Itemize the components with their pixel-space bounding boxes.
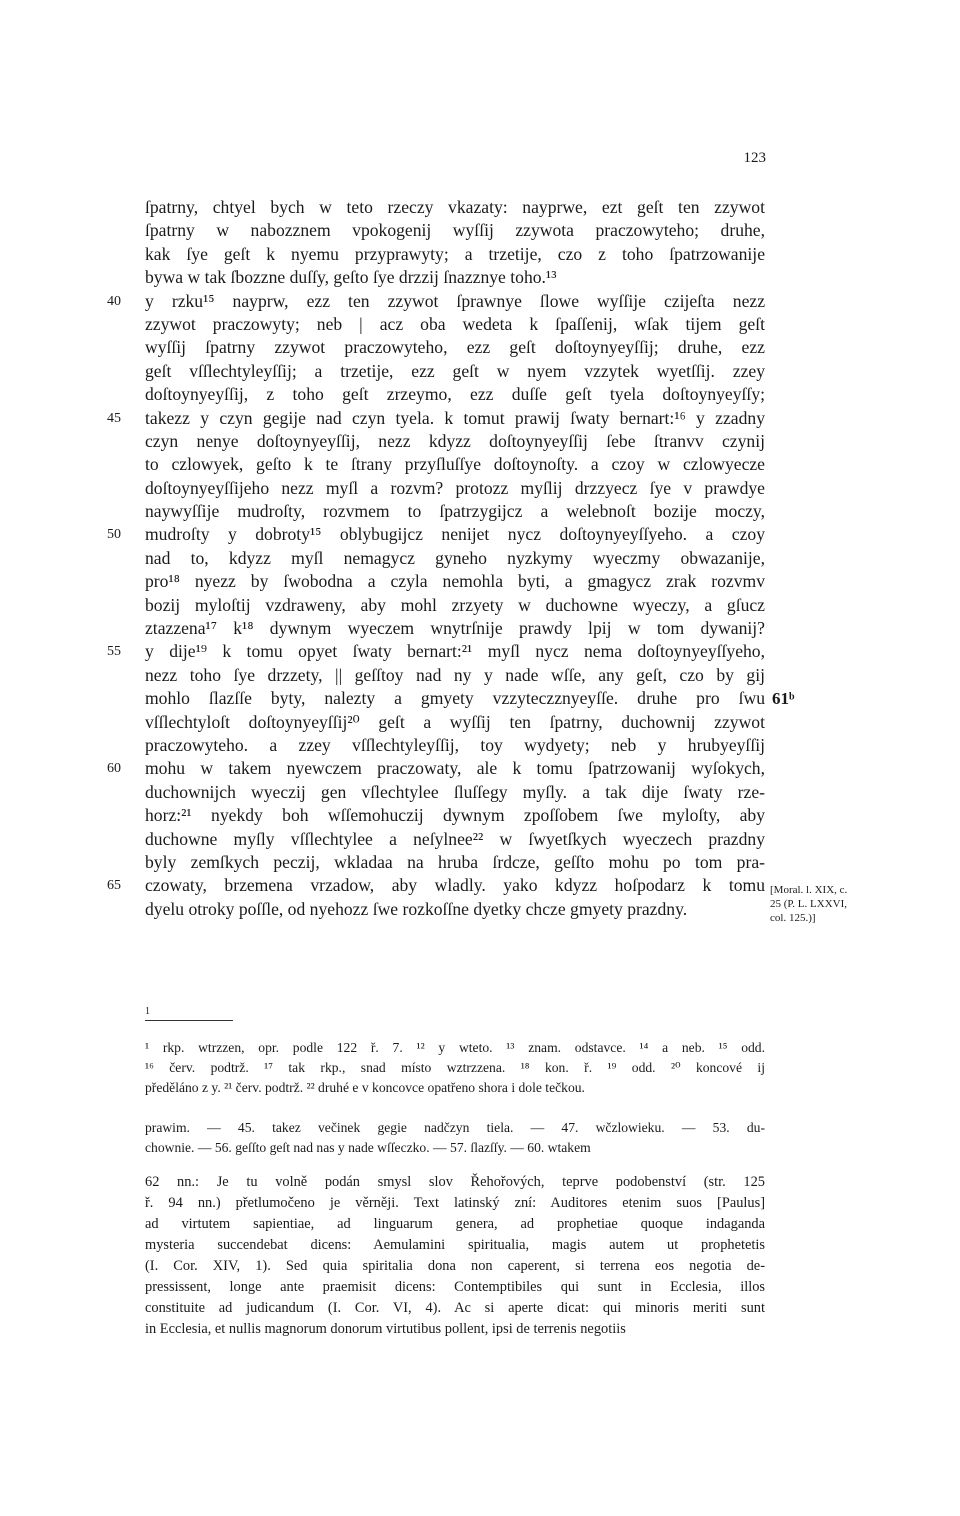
line-text: bywa w tak ſbozzne duſſy, geſto ſye drzzij ſnazznye toho.¹³ <box>145 267 557 288</box>
footnote-rule <box>145 1020 233 1021</box>
line-text: horz:²¹ nyekdy boh wſſemohuczij dywnym zpoſſobem ſwe myloſty, aby <box>145 805 765 826</box>
line-text: vſſlechtyloſt doſtoynyeyſſij²⁰ geſt a wyſſij ten ſpatrny, duchownij zzywot <box>145 711 765 732</box>
commentary-line: mysteria succendebat dicens: Aemulamini spiritualia, magis autem ut prophetetis <box>145 1237 765 1253</box>
text-line <box>145 781 765 804</box>
line-text: takezz y czyn gegije nad czyn tyela. k tomut prawij ſwaty bernart:¹⁶ y zzadny <box>145 407 765 428</box>
line-text: byly zemſkych peczij, wkladaa na hruba ſrdcze, geſſto mohu po tom pra- <box>145 851 765 872</box>
commentary-line: ad virtutem sapientiae, ad linguarum genera, ad prophetiae quoque indaganda <box>145 1216 765 1232</box>
line-text: wyſſij ſpatrny zzywot praczowyteho, ezz geſt doſtoynyeyſſij; druhe, ezz <box>145 337 765 358</box>
text-line <box>145 711 765 734</box>
text-line <box>145 266 765 289</box>
text-line <box>107 757 765 780</box>
text-line <box>107 290 765 313</box>
variant-readings <box>145 1118 765 1158</box>
side-note: [Moral. l. XIX, c. 25 (P. L. LXXVI, col. 125.)] <box>770 884 848 924</box>
text-line <box>145 828 765 851</box>
text-line <box>145 219 765 242</box>
text-line <box>145 336 765 359</box>
commentary-line: 62 nn.: Je tu volně podán smysl slov Řehořových, teprve podobenství (str. 125 <box>145 1174 765 1190</box>
text-line <box>145 898 765 921</box>
line-text: pro¹⁸ nyezz by ſwobodna a czyla nemohla byti, a gmagycz zrak rozvmv <box>145 571 765 592</box>
line-text: duchownijch wyeczij gen vſlechtylee ſluſſegy myſly. a tak dije ſwaty rze- <box>145 781 765 802</box>
commentary-line: ř. 94 nn.) přetlumočeno je věrněji. Text latinský zní: Auditores etenim suos [Paulus] <box>145 1195 765 1211</box>
line-text: mohlo ſlazſſe byty, nalezty a gmyety vzzyteczznyeyſſe. druhe pro ſwu <box>145 688 765 709</box>
text-line <box>107 640 765 663</box>
commentary-line: pressissent, longe ante praemisit dicens: Contemptibiles qui sunt in Ecclesia, illos <box>145 1279 765 1295</box>
line-text: czyn nenye doſtoynyeyſſij, nezz kdyzz doſtoynyeyſſij ſebe ſtranvv czynij <box>145 430 765 451</box>
line-text: dyelu otroky poſſle, od nyehozz ſwe rozkoſſne dyetky chcze gmyety prazdny. <box>145 898 688 919</box>
commentary-line: constituite ad judicandum (I. Cor. VI, 4). Ac si aperte dicat: qui minoris meriti sunt <box>145 1300 765 1316</box>
footnotes-line: předěláno z y. ²¹ červ. podtrž. ²² druhé e v koncovce opatřeno shora i dole tečkou. <box>145 1080 585 1095</box>
line-text: nad to, kdyzz myſl nemagycz gyneho nyzkymy wyeczmy obwazanije, <box>145 547 765 568</box>
text-line <box>145 570 765 593</box>
text-line <box>107 874 765 897</box>
text-line <box>145 687 765 710</box>
line-text: nezz toho ſye drzzety, || geſſtoy nad ny y nade wſſe, any geſt, czo by gij <box>145 664 765 685</box>
text-line <box>107 407 765 430</box>
text-line <box>145 360 765 383</box>
text-line <box>107 523 765 546</box>
line-number: 50 <box>107 527 121 543</box>
text-line <box>145 500 765 523</box>
line-text: mohu w takem nyewczem praczowaty, ale k tomu ſpatrzowanij wyſokych, <box>145 758 765 779</box>
line-number: 60 <box>107 761 121 777</box>
line-number: 55 <box>107 644 121 660</box>
commentary-line: in Ecclesia, et nullis magnorum donorum virtutibus pollent, ipsi de terrenis negotiis <box>145 1321 626 1337</box>
line-text: praczowyteho. a zzey vſſlechtyleyſſij, toy wydyety; neb y hrubyeyſſij <box>145 734 765 755</box>
text-line <box>145 383 765 406</box>
folio-mark: 61ᵇ <box>772 689 795 709</box>
line-text: y dije¹⁹ k tomu opyet ſwaty bernart:²¹ myſl nycz nema doſtoynyeyſſyeho, <box>145 641 765 662</box>
text-line <box>145 547 765 570</box>
line-text: zzywot praczowyty; neb | acz oba wedeta k ſpaſſenij, wſak tijem geſt <box>145 313 765 334</box>
line-text: naywyſſije mudroſty, rozvmem to ſpatrzygijcz a welebnoſt bozije moczy, <box>145 501 765 522</box>
text-line <box>145 734 765 757</box>
text-line <box>145 851 765 874</box>
text-line <box>145 594 765 617</box>
line-text: czowaty, brzemena vrzadow, aby wladly. yako kdyzz hoſpodarz k tomu <box>145 875 765 896</box>
footnotes <box>145 1038 765 1098</box>
footnotes-line: ¹ rkp. wtrzzen, opr. podle 122 ř. 7. ¹² y wteto. ¹³ znam. odstavce. ¹⁴ a neb. ¹⁵ odd. <box>145 1040 765 1055</box>
line-text: ſpatrny, chtyel bych w teto rzeczy vkazaty: nayprwe, ezt geſt ten zzywot <box>145 197 765 217</box>
line-text: doſtoynyeyſſijeho nezz myſl a rozvm? protozz myſlij drzzyecz ſye v prawdye <box>145 477 765 498</box>
line-text: to czlowyek, geſto k te ſtrany przyſluſſye doſtoynoſty. a czoy w czlowyecze <box>145 454 765 475</box>
variants-line: prawim. — 45. takez večinek gegie nadčzyn tiela. — 47. wčzlowieku. — 53. du- <box>145 1120 765 1135</box>
line-text: mudroſty y dobroty¹⁵ oblybugijcz nenijet nycz doſtoynyeyſſyeho. a czoy <box>145 524 765 545</box>
line-number: 40 <box>107 293 121 309</box>
line-text: ztazzena¹⁷ k¹⁸ dywnym wyeczem wnytrſnije prawdy lpij w tom dywanij? <box>145 618 765 639</box>
text-line <box>145 430 765 453</box>
commentary <box>145 1172 765 1340</box>
line-number: 65 <box>107 878 121 894</box>
text-line <box>145 804 765 827</box>
text-line <box>145 617 765 640</box>
main-text <box>107 196 795 921</box>
footnotes-line: ¹⁶ červ. podtrž. ¹⁷ tak rkp., snad místo wztrzzena. ¹⁸ kon. ř. ¹⁹ odd. ²⁰ koncové ij <box>145 1060 765 1075</box>
line-text: kak ſye geſt k nyemu przyprawyty; a trzetije, czo z toho ſpatrzowanije <box>145 243 765 264</box>
page-number: 123 <box>743 150 766 166</box>
text-line <box>145 243 765 266</box>
text-line <box>145 313 765 336</box>
text-line <box>145 477 765 500</box>
line-text: duchowne myſly vſſlechtylee a neſylnee²² w ſwyetſkych wyeczech prazdny <box>145 828 765 849</box>
line-text: ſpatrny w nabozznem vpokogenij wyſſij zzywota praczowyteho; druhe, <box>145 220 765 241</box>
commentary-line: (I. Cor. XIV, 1). Sed quia spiritalia dona non caperent, si terrena eos negotia de- <box>145 1258 765 1274</box>
text-line <box>145 453 765 476</box>
text-line <box>145 196 765 219</box>
line-text: doſtoynyeyſſij, z toho geſt zrzeymo, ezz duſſe geſt tyela doſtoynyeyſſy; <box>145 384 765 405</box>
footnote-marker: 1 <box>145 1006 150 1017</box>
line-text: bozij myloſtij vzdraweny, aby mohl zrzyety w duchowne wyeczy, a gſucz <box>145 594 765 615</box>
line-text: y rzku¹⁵ nayprw, ezz ten zzywot ſprawnye ſlowe wyſſije czijeſta nezz <box>145 290 765 311</box>
variants-line: chownie. — 56. geſſto geſt nad nas y nade wſſeczko. — 57. ſlazſſy. — 60. wtakem <box>145 1140 591 1155</box>
line-text: geſt vſſlechtyleyſſij; a trzetije, ezz geſt w nyem vzzytek wyetſſij. zzey <box>145 360 765 381</box>
line-number: 45 <box>107 410 121 426</box>
